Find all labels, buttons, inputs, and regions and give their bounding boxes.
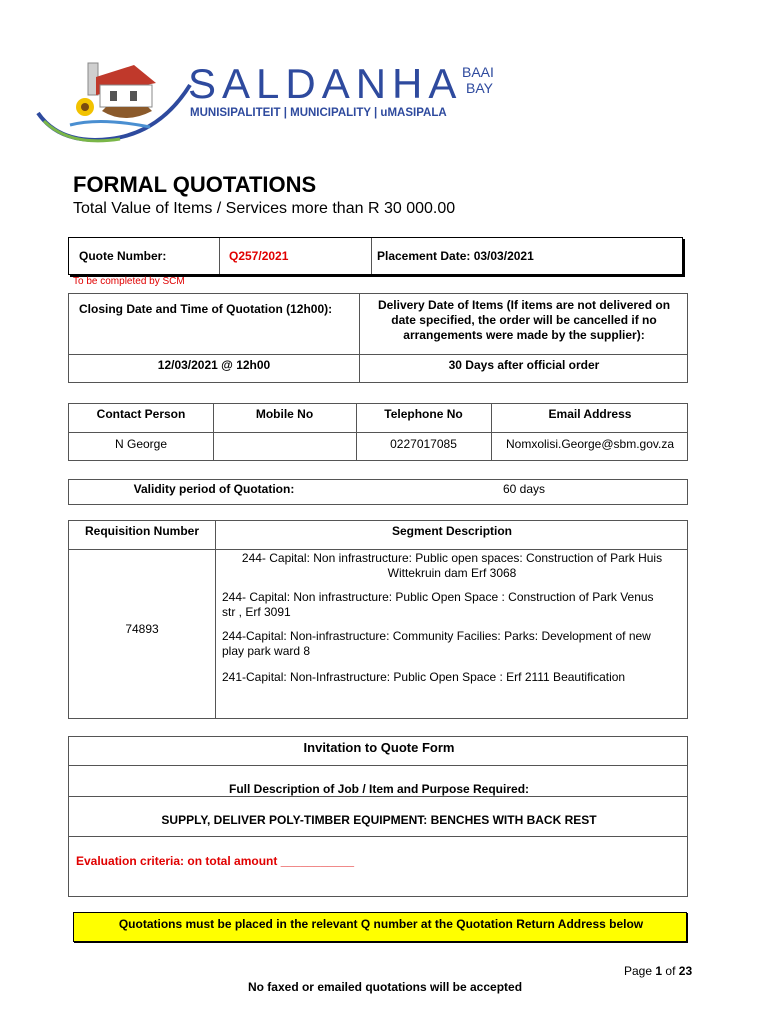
header-telephone-no: Telephone No	[384, 407, 463, 421]
placement-date: Placement Date: 03/03/2021	[377, 249, 534, 263]
page-prefix: Page	[624, 964, 653, 978]
logo-bay: BAY	[466, 80, 493, 96]
page-of: of	[665, 964, 676, 978]
closing-delivery-table	[68, 293, 688, 383]
header-contact-person: Contact Person	[96, 407, 186, 421]
delivery-date-value: 30 Days after official order	[448, 358, 600, 372]
invitation-table	[68, 736, 688, 897]
segment-description: 244- Capital: Non infrastructure: Public open spaces: Construction of Park Huis Wittekruin dam Erf 3068	[241, 551, 663, 580]
contact-person-value: N George	[114, 437, 168, 451]
notice-banner	[73, 912, 687, 942]
segment-description-header: Segment Description	[391, 524, 513, 538]
closing-date-label: Closing Date and Time of Quotation (12h00):	[79, 302, 333, 316]
requisition-number-header: Requisition Number	[84, 524, 199, 538]
validity-label: Validity period of Quotation:	[133, 482, 295, 496]
notice-text: Quotations must be placed in the relevant Q number at the Quotation Return Address below	[118, 917, 644, 931]
segment-description: 241-Capital: Non-Infrastructure: Public Open Space : Erf 2111 Beautification	[222, 670, 626, 684]
quote-number-row	[68, 237, 683, 275]
invitation-title: Invitation to Quote Form	[303, 740, 455, 755]
page-total: 23	[678, 964, 693, 978]
municipality-emblem-icon	[30, 55, 195, 145]
header-mobile-no: Mobile No	[255, 407, 314, 421]
telephone-no-value: 0227017085	[390, 437, 457, 451]
logo	[30, 55, 510, 145]
description-label: Full Description of Job / Item and Purpose Required:	[228, 782, 530, 796]
email-address-value: Nomxolisi.George@sbm.gov.za	[505, 437, 675, 451]
logo-name: SALDANHA	[188, 60, 463, 107]
description-value: SUPPLY, DELIVER POLY-TIMBER EQUIPMENT: BENCHES WITH BACK REST	[161, 813, 597, 827]
validity-table	[68, 479, 688, 505]
logo-baai: BAAI	[462, 64, 494, 80]
header-email-address: Email Address	[548, 407, 632, 421]
scm-note: To be completed by SCM	[73, 276, 185, 287]
quote-number-value: Q257/2021	[229, 249, 289, 263]
requisition-number-value: 74893	[125, 622, 159, 636]
quote-number-label: Quote Number:	[79, 249, 167, 263]
page-subtitle: Total Value of Items / Services more than R 30 000.00	[73, 200, 456, 217]
segment-description: 244- Capital: Non infrastructure: Public Open Space : Construction of Park Venus str , Erf 3091	[222, 590, 654, 619]
delivery-date-label: Delivery Date of Items (If items are not delivered on date specified, the order will be cancelled if no arrangements were made by the supplier):	[377, 298, 671, 342]
logo-tagline: MUNISIPALITEIT | MUNICIPALITY | uMASIPALA	[190, 107, 447, 119]
requisition-table	[68, 520, 688, 719]
validity-value: 60 days	[502, 482, 546, 496]
page-title: FORMAL QUOTATIONS	[73, 172, 317, 197]
evaluation-criteria: Evaluation criteria: on total amount ___________	[76, 854, 355, 868]
page-number	[624, 964, 692, 978]
segment-description: 244-Capital: Non-infrastructure: Community Facilies: Parks: Development of new play park ward 8	[222, 629, 651, 658]
footer-note: No faxed or emailed quotations will be accepted	[247, 980, 523, 994]
closing-date-value: 12/03/2021 @ 12h00	[157, 358, 271, 372]
page-current: 1	[655, 964, 663, 978]
contact-table	[68, 403, 688, 461]
